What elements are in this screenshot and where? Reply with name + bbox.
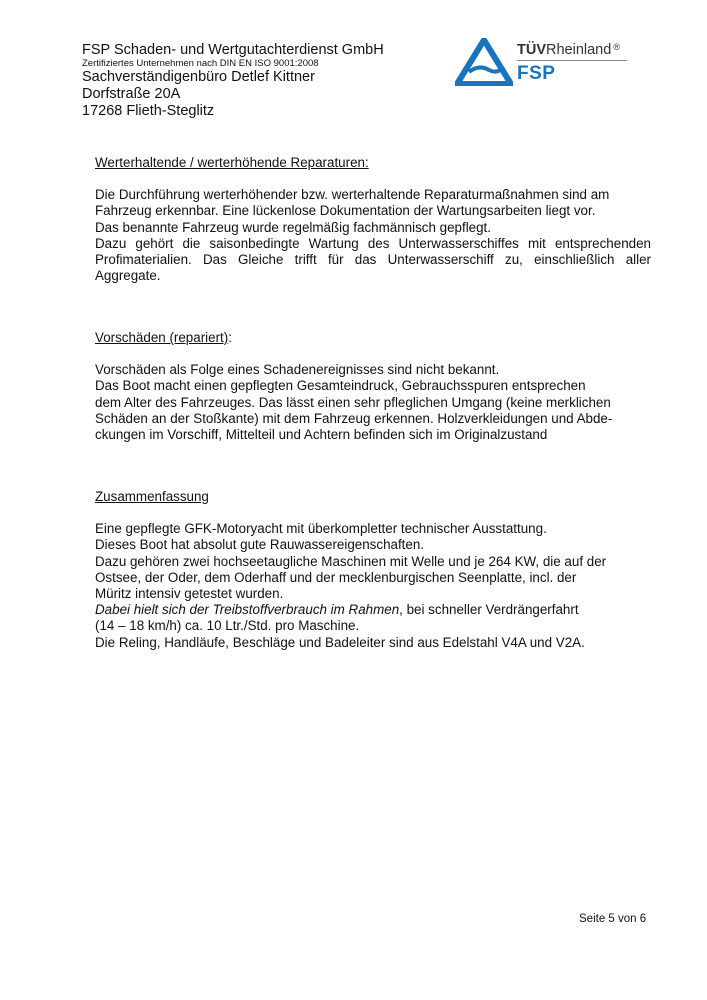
section-heading: Zusammenfassung <box>95 489 209 504</box>
city-address: 17268 Flieth-Steglitz <box>82 103 215 119</box>
tuev-rheinland-label: TÜVRheinland ® <box>517 42 620 58</box>
section-prior-damage <box>95 330 651 443</box>
logo-divider <box>517 60 627 61</box>
tuev-triangle-icon <box>455 38 513 86</box>
paragraph-line: Das Boot macht einen gepflegten Gesamteindruck, Gebrauchsspuren entsprechen <box>95 378 586 394</box>
paragraph-line: Das benannte Fahrzeug wurde regelmäßig fachmännisch gepflegt. <box>95 219 491 235</box>
paragraph-line: Schäden an der Stoßkante) mit dem Fahrzeug erkennen. Holzverkleidungen und Abde- <box>95 410 613 426</box>
paragraph-line: Dazu gehört die saisonbedingte Wartung des Unterwasserschiffes mit entsprechenden Profimaterialien. Das Gleiche trifft für das Unterwasserschiff zu, einschließlich aller Aggregate. <box>95 235 651 284</box>
paragraph-line: Dazu gehören zwei hochseetaugliche Maschinen mit Welle und je 264 KW, die auf der <box>95 553 607 569</box>
paragraph-line: Ostsee, der Oder, dem Oderhaff und der mecklenburgischen Seenplatte, incl. der <box>95 569 577 585</box>
letterhead <box>82 42 384 120</box>
office-name: Sachverständigenbüro Detlef Kittner <box>82 69 315 85</box>
paragraph-line: Dieses Boot hat absolut gute Rauwassereigenschaften. <box>95 537 425 553</box>
section-summary <box>95 489 651 651</box>
section-repairs <box>95 155 651 284</box>
paragraph-line: (14 – 18 km/h) ca. 10 Ltr./Std. pro Maschine. <box>95 618 360 634</box>
street-address: Dorfstraße 20A <box>82 86 181 102</box>
fsp-label: FSP <box>517 63 556 84</box>
paragraph-line: dem Alter des Fahrzeuges. Das lässt einen sehr pfleglichen Umgang (keine merklichen <box>95 394 611 410</box>
paragraph-line: ckungen im Vorschiff, Mittelteil und Achtern befinden sich im Originalzustand <box>95 427 548 443</box>
paragraph-line: Müritz intensiv getestet wurden. <box>95 586 284 602</box>
paragraph-line: Die Reling, Handläufe, Beschläge und Badeleiter sind aus Edelstahl V4A und V2A. <box>95 634 585 650</box>
paragraph-line: Fahrzeug erkennbar. Eine lückenlose Dokumentation der Wartungsarbeiten liegt vor. <box>95 203 596 219</box>
certification-note: Zertifiziertes Unternehmen nach DIN EN ISO 9001:2008 <box>82 58 319 69</box>
section-heading: Werterhaltende / werterhöhende Reparaturen: <box>95 155 369 170</box>
paragraph-line: Eine gepflegte GFK-Motoryacht mit überkompletter technischer Ausstattung. <box>95 521 547 537</box>
paragraph-line: Die Durchführung werterhöhender bzw. werterhaltende Reparaturmaßnahmen sind am <box>95 187 610 203</box>
page-number: Seite 5 von 6 <box>579 913 647 925</box>
company-name: FSP Schaden- und Wertgutachterdienst GmbH <box>82 42 384 58</box>
paragraph-line: Vorschäden als Folge eines Schadenereignisses sind nicht bekannt. <box>95 362 500 378</box>
section-heading: Vorschäden (repariert): <box>95 330 232 345</box>
paragraph-line: Dabei hielt sich der Treibstoffverbrauch im Rahmen, bei schneller Verdrängerfahrt <box>95 602 579 618</box>
tuev-fsp-logo <box>455 38 655 93</box>
